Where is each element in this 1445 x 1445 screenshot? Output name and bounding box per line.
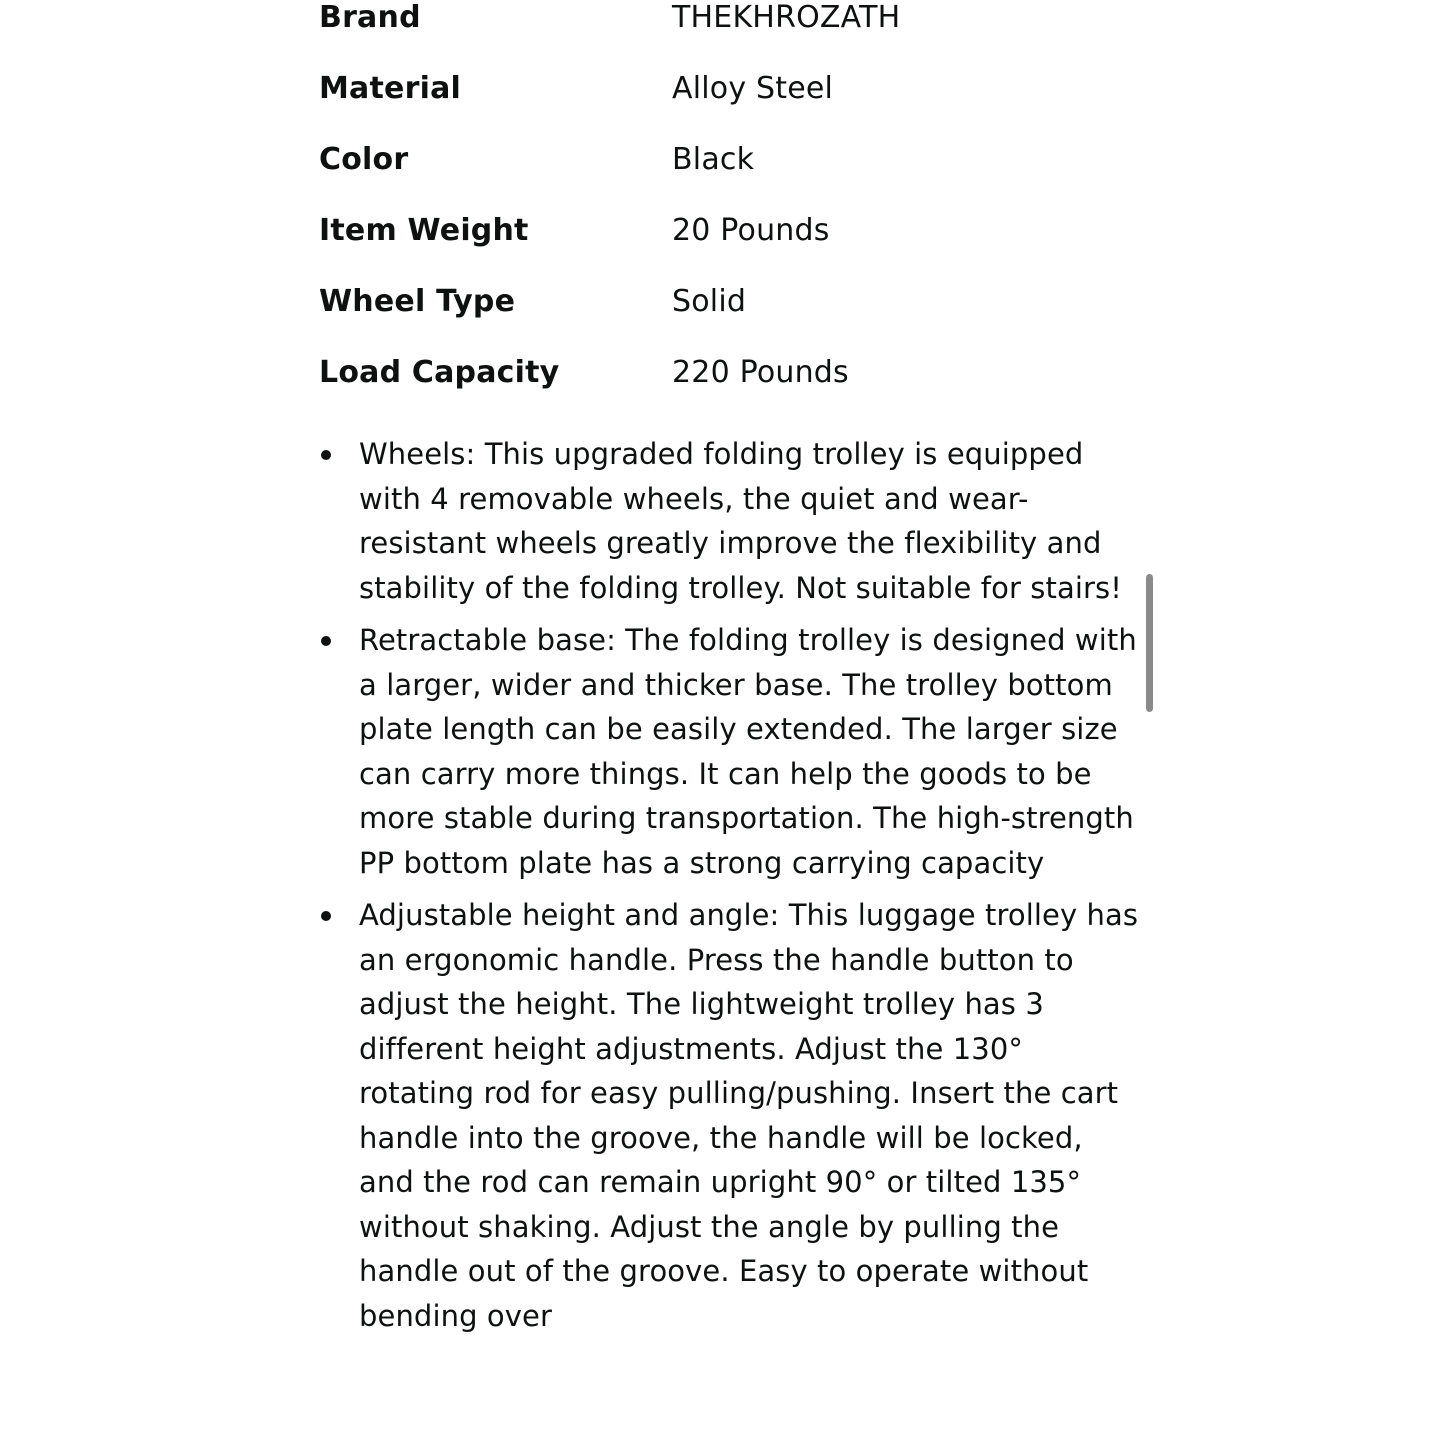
- feature-bullet-text: Retractable base: The folding trolley is designed with a larger, wider and thicker base. The trolley bottom plate length can be easily extended. The larger size can carry more things. It can help the goods to be more stable during transportation. The high-strength PP bottom plate has a strong carrying capacity: [359, 623, 1137, 880]
- bullet-icon: [321, 636, 331, 646]
- feature-bullet-adjustable-height: [319, 893, 1139, 1338]
- spec-value: 220 Pounds: [672, 355, 849, 390]
- spec-label: Color: [319, 142, 409, 177]
- spec-row-color: [319, 142, 1139, 213]
- spec-label: Material: [319, 71, 461, 106]
- feature-bullet-text: Adjustable height and angle: This luggage trolley has an ergonomic handle. Press the handle button to adjust the height. The lightweight trolley has 3 different height adjustments. Adjust the 130° rotating rod for easy pulling/pushing. Insert the cart handle into the groove, the handle will be locked, and the rod can remain upright 90° or tilted 135° without shaking. Adjust the angle by pulling the handle out of the groove. Easy to operate without bending over: [359, 898, 1139, 1333]
- spec-table: [319, 0, 1139, 426]
- spec-value: Solid: [672, 284, 747, 319]
- spec-row-item-weight: [319, 213, 1139, 284]
- spec-label: Item Weight: [319, 213, 529, 248]
- spec-label: Brand: [319, 0, 421, 35]
- spec-value: THEKHROZATH: [672, 0, 901, 35]
- spec-value: 20 Pounds: [672, 213, 830, 248]
- bullet-icon: [321, 911, 331, 921]
- bullet-icon: [321, 450, 331, 460]
- spec-row-brand: [319, 0, 1139, 71]
- spec-row-material: [319, 71, 1139, 142]
- spec-value: Alloy Steel: [672, 71, 834, 106]
- feature-bullet-retractable-base: [319, 618, 1139, 885]
- feature-bullet-text: Wheels: This upgraded folding trolley is equipped with 4 removable wheels, the quiet and wear-resistant wheels greatly improve the flexibility and stability of the folding trolley. Not suitable for stairs!: [359, 437, 1122, 605]
- spec-row-wheel-type: [319, 284, 1139, 355]
- feature-bullet-list: [319, 432, 1139, 1346]
- spec-row-load-capacity: [319, 355, 1139, 426]
- spec-label: Wheel Type: [319, 284, 516, 319]
- scrollbar-thumb[interactable]: [1146, 574, 1153, 712]
- feature-bullet-wheels: [319, 432, 1139, 610]
- spec-label: Load Capacity: [319, 355, 560, 390]
- spec-value: Black: [672, 142, 755, 177]
